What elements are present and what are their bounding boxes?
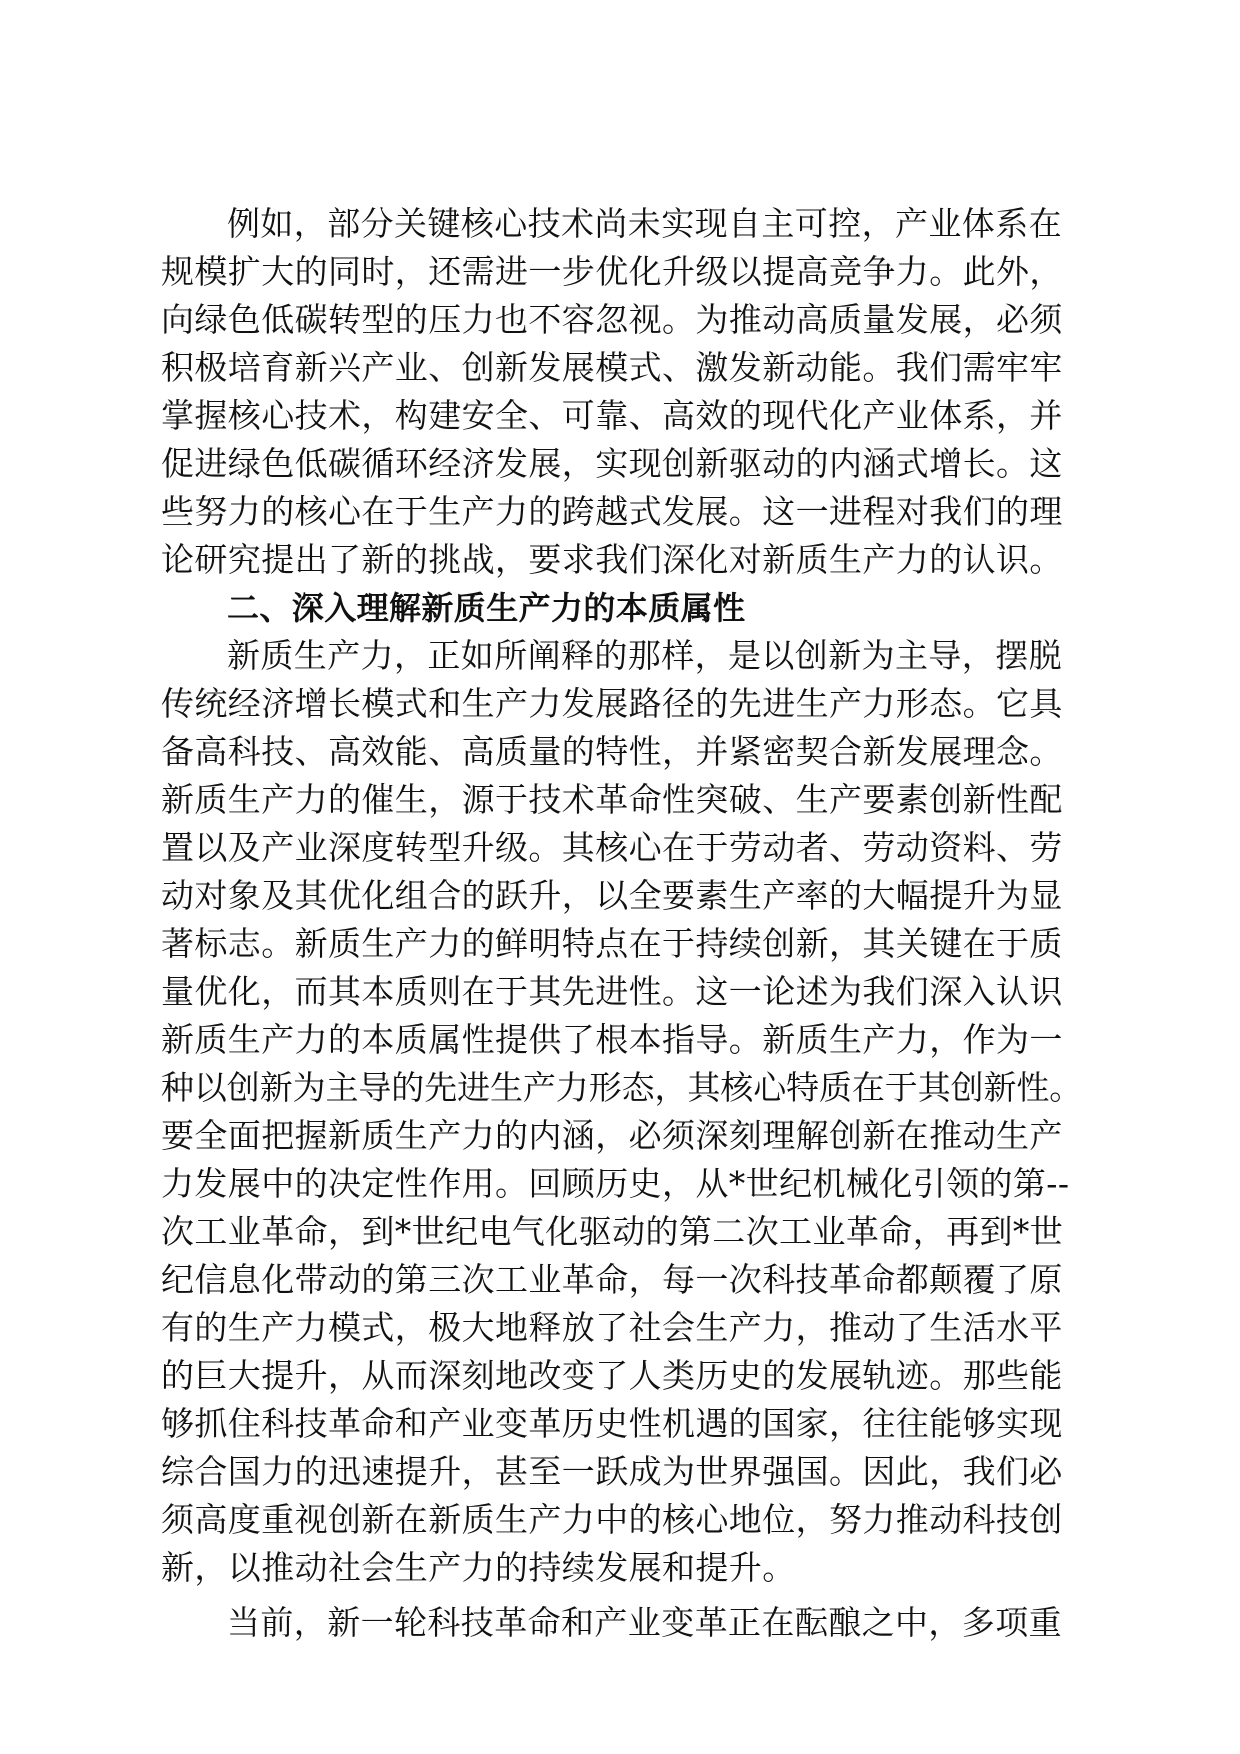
text-line: 例如，部分关键核心技术尚未实现自主可控，产业体系在 [227,204,1062,243]
text-line: 新质生产力的催生，源于技术革命性突破、生产要素创新性配 [161,780,1063,819]
text-line: 量优化，而其本质则在于其先进性。这一论述为我们深入认识 [161,972,1063,1011]
text-line: 积极培育新兴产业、创新发展模式、激发新动能。我们需牢牢 [161,348,1063,387]
text-line: 次工业革命，到*世纪电气化驱动的第二次工业革命，再到*世 [161,1212,1064,1251]
text-line: 新，以推动社会生产力的持续发展和提升。 [161,1548,796,1587]
text-line: 置以及产业深度转型升级。其核心在于劳动者、劳动资料、劳 [161,828,1063,867]
text-line: 当前，新一轮科技革命和产业变革正在酝酿之中，多项重 [227,1603,1062,1642]
text-line: 有的生产力模式，极大地释放了社会生产力，推动了生活水平 [161,1308,1063,1347]
text-line: 综合国力的迅速提升，甚至一跃成为世界强国。因此，我们必 [161,1452,1063,1491]
section-heading: 二、深入理解新质生产力的本质属性 [227,589,746,627]
text-line: 规模扩大的同时，还需进一步优化升级以提高竞争力。此外， [161,252,1063,291]
text-line: 力发展中的决定性作用。回顾历史，从*世纪机械化引领的第-- [161,1164,1070,1203]
text-line: 掌握核心技术，构建安全、可靠、高效的现代化产业体系，并 [161,396,1063,435]
text-line: 种以创新为主导的先进生产力形态，其核心特质在于其创新性。 [161,1068,1083,1107]
text-line: 动对象及其优化组合的跃升，以全要素生产率的大幅提升为显 [161,876,1063,915]
text-line: 纪信息化带动的第三次工业革命，每一次科技革命都颠覆了原 [161,1260,1063,1299]
text-line: 传统经济增长模式和生产力发展路径的先进生产力形态。它具 [161,684,1063,723]
text-line: 要全面把握新质生产力的内涵，必须深刻理解创新在推动生产 [161,1116,1063,1155]
text-line: 促进绿色低碳循环经济发展，实现创新驱动的内涵式增长。这 [161,444,1063,483]
text-line: 论研究提出了新的挑战，要求我们深化对新质生产力的认识。 [161,540,1063,579]
text-line: 新质生产力的本质属性提供了根本指导。新质生产力，作为一 [161,1020,1063,1059]
text-line: 备高科技、高效能、高质量的特性，并紧密契合新发展理念。 [161,732,1063,771]
text-line: 些努力的核心在于生产力的跨越式发展。这一进程对我们的理 [161,492,1063,531]
text-line: 的巨大提升，从而深刻地改变了人类历史的发展轨迹。那些能 [161,1356,1063,1395]
text-line: 须高度重视创新在新质生产力中的核心地位，努力推动科技创 [161,1500,1063,1539]
text-line: 够抓住科技革命和产业变革历史性机遇的国家，往往能够实现 [161,1404,1063,1443]
text-line: 向绿色低碳转型的压力也不容忽视。为推动高质量发展，必须 [161,300,1063,339]
text-line: 新质生产力，正如所阐释的那样，是以创新为主导，摆脱 [227,636,1062,675]
text-line: 著标志。新质生产力的鲜明特点在于持续创新，其关键在于质 [161,924,1063,963]
